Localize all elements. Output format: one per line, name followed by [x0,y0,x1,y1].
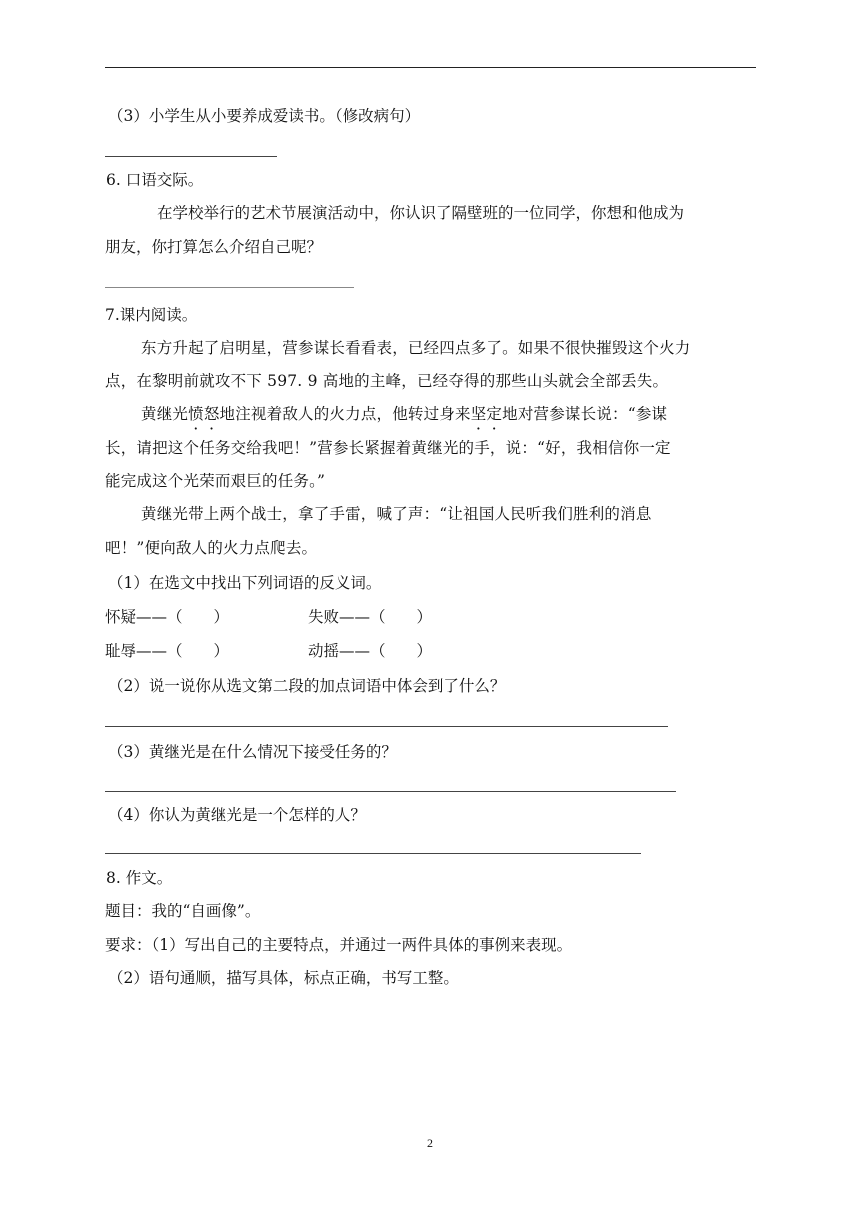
q7-subquestion-2: （2）说一说你从选文第二段的加点词语中体会到了什么？ [108,677,506,695]
passage-text: 地注视着敌人的火力点，他转过身来 [219,405,471,423]
q7-sub4-answer-blank [105,853,641,854]
q8-requirement-2: （2）语句通顺，描写具体，标点正确，书写工整。 [108,969,459,987]
q8-requirement-1: 要求：（1）写出自己的主要特点，并通过一两件具体的事例来表现。 [105,936,573,954]
q6-paragraph-line2: 朋友，你打算怎么介绍自己呢？ [105,238,323,256]
q7-sub3-answer-blank [105,791,676,792]
passage-text: 地对营参谋长说：“参谋 [502,405,668,423]
q8-title: 8. 作文。 [106,869,173,887]
q7-antonym-1: 怀疑——（ ） [105,608,230,626]
q7-passage-p3-line1: 黄继光带上两个战士，拿了手雷，喊了声：“让祖国人民听我们胜利的消息 [141,505,652,523]
q7-sub2-answer-blank [105,726,668,727]
q7-subquestion-3: （3）黄继光是在什么情况下接受任务的？ [108,743,397,761]
q5-item3: （3）小学生从小要养成爱读书。（修改病句） [108,107,421,125]
q6-answer-blank [105,287,354,288]
q7-subquestion-1: （1）在选文中找出下列词语的反义词。 [108,574,382,592]
q7-passage-p1-line2: 点，在黎明前就攻不下 597. 9 高地的主峰，已经夺得的那些山头就会全部丢失。 [105,372,669,390]
q7-title: 7.课内阅读。 [105,306,198,324]
q7-passage-p2-line2: 长，请把这个任务交给我吧！”营参长紧握着黄继光的手，说：“好，我相信你一定 [105,439,671,457]
header-rule [105,67,756,68]
page-number: 2 [427,1136,433,1150]
q6-title: 6. 口语交际。 [106,171,204,189]
q8-topic: 题目：我的“自画像”。 [105,902,261,920]
q7-antonym-4: 动摇——（ ） [308,642,433,660]
q7-passage-p1-line1: 东方升起了启明星，营参谋长看看表，已经四点多了。如果不很快摧毁这个火力 [141,339,691,357]
dotted-char: 怒 [203,405,220,423]
q7-antonym-2: 失败——（ ） [308,608,433,626]
dotted-char: 定 [486,405,503,423]
dotted-char: 愤 [188,405,204,423]
q5-answer-blank [105,156,277,157]
q7-passage-p3-line2: 吧！”便向敌人的火力点爬去。 [105,539,318,557]
q7-passage-p2-line3: 能完成这个光荣而艰巨的任务。” [105,472,326,490]
q6-paragraph-line1: 在学校举行的艺术节展演活动中，你认识了隔壁班的一位同学，你想和他成为 [157,204,685,222]
q7-antonym-3: 耻辱——（ ） [105,642,230,660]
q7-passage-p2-line1 [141,404,667,424]
dotted-char: 坚 [470,405,487,423]
passage-text: 黄继光 [141,405,189,423]
q7-subquestion-4: （4）你认为黄继光是一个怎样的人？ [108,806,366,824]
